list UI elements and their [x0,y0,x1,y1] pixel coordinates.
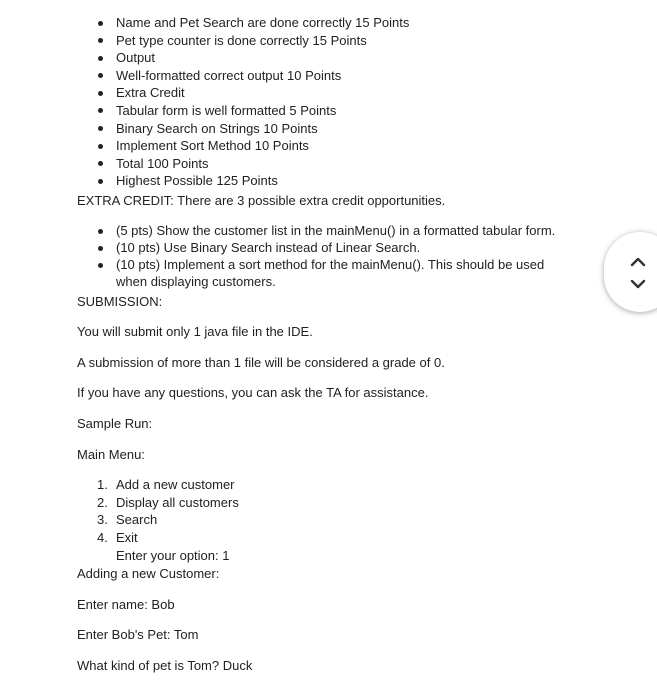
sample-run-heading: Sample Run: [77,416,153,431]
list-item: Extra Credit [0,84,409,102]
extra-credit-list [0,222,578,290]
submission-line-2: A submission of more than 1 file will be considered a grade of 0. [77,355,445,370]
enter-pet-line: Enter Bob's Pet: Tom [77,627,199,642]
item-number: 4. [97,529,108,545]
list-item: Implement Sort Method 10 Points [0,137,409,155]
submission-line-1: You will submit only 1 java file in the IDE. [77,324,313,339]
list-item: (10 pts) Implement a sort method for the mainMenu(). This should be used when displaying customers. [0,256,578,290]
item-number: 1. [97,477,108,492]
page-nav-widget [604,232,657,312]
chevron-down-icon [628,274,648,294]
list-item: Highest Possible 125 Points [0,172,409,190]
extra-credit-heading: EXTRA CREDIT: There are 3 possible extra credit opportunities. [77,193,446,208]
list-item [0,494,239,512]
list-item: Name and Pet Search are done correctly 15 Points [0,14,409,32]
item-label: Exit [116,529,138,545]
adding-customer-line: Adding a new Customer: [77,566,220,581]
list-item: Pet type counter is done correctly 15 Points [0,32,409,50]
list-item: Tabular form is well formatted 5 Points [0,102,409,120]
list-item [0,529,239,547]
list-item: Well-formatted correct output 10 Points [0,67,409,85]
submission-heading: SUBMISSION: [77,294,163,309]
list-item: Binary Search on Strings 10 Points [0,120,409,138]
pet-kind-line: What kind of pet is Tom? Duck [77,658,253,673]
submission-line-3: If you have any questions, you can ask the TA for assistance. [77,385,429,400]
item-number: 3. [97,512,108,528]
list-item [0,511,239,529]
item-label: Display all customers [116,494,239,510]
main-menu-title: Main Menu: [77,447,145,462]
list-item: (5 pts) Show the customer list in the mainMenu() in a formatted tabular form. [0,222,578,239]
grading-list [0,14,409,190]
list-item [0,476,239,494]
enter-name-line: Enter name: Bob [77,597,175,612]
list-item: Total 100 Points [0,155,409,173]
next-page-button[interactable] [628,274,648,294]
item-number: 2. [97,494,108,510]
main-menu-list [0,476,239,546]
item-label: Add a new customer [116,477,235,492]
option-prompt: Enter your option: 1 [116,548,230,563]
chevron-up-icon [628,252,648,272]
previous-page-button[interactable] [628,252,648,272]
item-label: Search [116,512,158,528]
list-item: Output [0,49,409,67]
list-item: (10 pts) Use Binary Search instead of Linear Search. [0,239,578,256]
